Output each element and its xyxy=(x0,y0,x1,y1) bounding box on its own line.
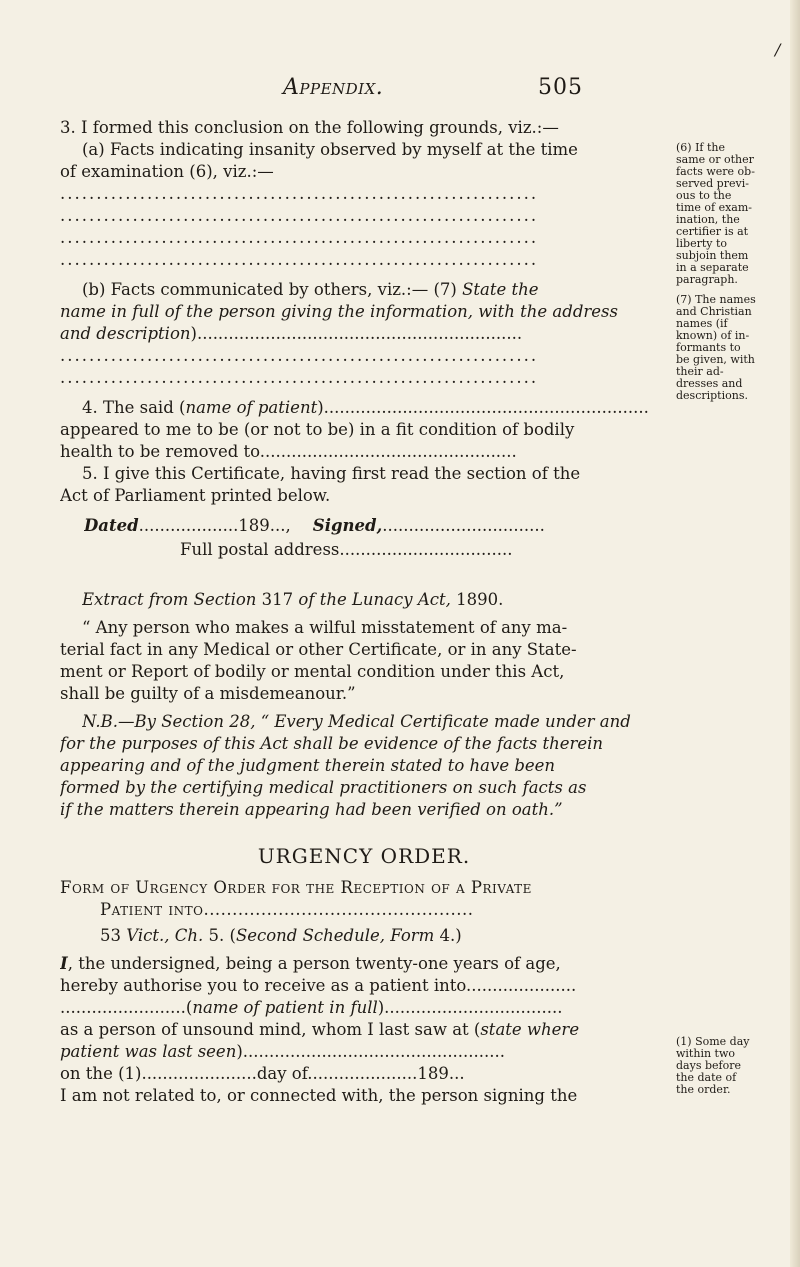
act-ref-c: 5. ( xyxy=(203,926,236,945)
dated-rest: ...................189..., xyxy=(138,516,291,535)
uo-line-3-c: ).................................. xyxy=(377,998,563,1017)
extract-title-d: 1890. xyxy=(450,590,504,609)
extract-title xyxy=(82,590,668,610)
dated-label: Dated xyxy=(84,516,139,535)
margin-note-line: known) of in- xyxy=(676,329,750,342)
uo-line-4 xyxy=(60,1020,668,1040)
page-edge xyxy=(790,0,800,1267)
para-4-line-1 xyxy=(82,398,668,418)
margin-note-7 xyxy=(676,294,776,402)
page-number: 505 xyxy=(538,75,583,100)
para-b-text: (b) Facts communicated by others, viz.:— (7) xyxy=(82,280,463,299)
nb-line-1 xyxy=(82,712,668,732)
para-4-dots: ).............................................................. xyxy=(317,398,649,417)
uo-line-1 xyxy=(60,954,668,974)
para-5-line-2: Act of Parliament printed below. xyxy=(60,486,331,505)
margin-note-line: within two xyxy=(676,1047,735,1060)
margin-note-line: facts were ob- xyxy=(676,165,755,178)
uo-line-3-a: ........................( xyxy=(60,998,193,1017)
uo-line-4-b: state where xyxy=(480,1020,580,1039)
uo-initial: I xyxy=(60,954,68,973)
margin-note-line: (7) The names xyxy=(676,294,756,306)
dated-signed-line xyxy=(84,516,668,536)
margin-note-line: liberty to xyxy=(676,237,728,250)
nb-line-2: for the purposes of this Act shall be evidence of the facts therein xyxy=(60,734,604,753)
uo-line-1-text: , the undersigned, being a person twenty-one years of age, xyxy=(67,954,561,973)
margin-note-line: served previ- xyxy=(676,177,749,190)
extract-title-a: Extract from Section xyxy=(82,590,257,609)
margin-note-line: paragraph. xyxy=(676,273,738,286)
margin-note-line: their ad- xyxy=(676,365,724,378)
margin-note-line: be given, with xyxy=(676,353,755,366)
extract-title-b: 317 xyxy=(256,590,299,609)
act-ref-b: Vict., Ch. xyxy=(126,926,204,945)
dotted-line-2: .................................................................. xyxy=(60,206,539,225)
dotted-line-1: .................................................................. xyxy=(60,184,539,203)
extract-title-c: of the Lunacy Act, xyxy=(298,590,451,609)
uo-line-3-b: name of patient in full xyxy=(192,998,378,1017)
para-3-line-3: of examination (6), viz.:— xyxy=(60,162,274,181)
para-4-line-2: appeared to me to be (or not to be) in a fit condition of bodily xyxy=(60,420,575,439)
uo-line-6: on the (1)......................day of.....................189... xyxy=(60,1064,465,1083)
signed-rest: ............................... xyxy=(382,516,545,535)
margin-note-6 xyxy=(676,142,776,286)
nb-line-5: if the matters therein appearing had been verified on oath.” xyxy=(60,800,563,819)
margin-note-line: in a separate xyxy=(676,261,749,274)
form-line-2: Patient into............................................... xyxy=(100,900,474,919)
running-head xyxy=(283,75,583,105)
running-title: Appendix. xyxy=(283,75,384,100)
margin-note-line: (6) If the xyxy=(676,142,726,154)
quote-line-4: shall be guilty of a misdemeanour.” xyxy=(60,684,356,703)
para-b-line-3 xyxy=(60,324,668,344)
quote-line-2: terial fact in any Medical or other Certificate, or in any State- xyxy=(60,640,577,659)
margin-note-line: time of exam- xyxy=(676,201,752,214)
postal-address: Full postal address................................. xyxy=(180,540,513,559)
para-5-line-1: 5. I give this Certificate, having first read the section of the xyxy=(82,464,581,483)
signed-label: Signed, xyxy=(312,516,383,535)
margin-note-line: (1) Some day xyxy=(676,1036,750,1048)
urgency-heading: URGENCY ORDER. xyxy=(257,846,471,866)
uo-line-5 xyxy=(60,1042,668,1062)
uo-line-5-a: patient was last seen xyxy=(60,1042,237,1061)
act-ref-d: Second Schedule, Form xyxy=(235,926,435,945)
margin-note-line: ination, the xyxy=(676,213,740,226)
uo-line-3 xyxy=(60,998,668,1018)
margin-note-line: days before xyxy=(676,1059,741,1072)
margin-note-1 xyxy=(676,1036,776,1096)
margin-note-line: ous to the xyxy=(676,189,732,202)
margin-note-line: same or other xyxy=(676,153,754,166)
act-ref-e: 4.) xyxy=(434,926,462,945)
dotted-line-4: .................................................................. xyxy=(60,250,539,269)
margin-note-line: dresses and xyxy=(676,377,743,390)
para-3-line-1: 3. I formed this conclusion on the following grounds, viz.:— xyxy=(60,118,559,137)
form-line-1: Form of Urgency Order for the Reception of a Private xyxy=(60,878,532,897)
para-4-italic: name of patient xyxy=(185,398,318,417)
dotted-line-3: .................................................................. xyxy=(60,228,539,247)
margin-note-line: descriptions. xyxy=(676,389,748,402)
nb-prefix: N.B.—By xyxy=(82,712,162,731)
uo-line-4-a: as a person of unsound mind, whom I last saw at ( xyxy=(60,1020,481,1039)
para-3-line-2: (a) Facts indicating insanity observed by myself at the time xyxy=(82,140,578,159)
act-reference xyxy=(100,926,668,946)
act-ref-a: 53 xyxy=(100,926,127,945)
margin-note-line: subjoin them xyxy=(676,249,749,262)
nb-line-3: appearing and of the judgment therein stated to have been xyxy=(60,756,556,775)
uo-line-5-b: ).................................................. xyxy=(236,1042,506,1061)
para-b-description: and description xyxy=(60,324,191,343)
quote-line-3: ment or Report of bodily or mental condition under this Act, xyxy=(60,662,565,681)
nb-text: Section 28, “ Every Medical Certificate made under and xyxy=(161,712,631,731)
uo-line-7: I am not related to, or connected with, the person signing the xyxy=(60,1086,578,1105)
quote-line-1: “ Any person who makes a wilful misstatement of any ma- xyxy=(82,618,568,637)
para-b-line-2: name in full of the person giving the information, with the address xyxy=(60,302,618,321)
para-4-text: 4. The said ( xyxy=(82,398,186,417)
margin-note-line: and Christian xyxy=(676,305,752,318)
nb-line-4: formed by the certifying medical practitioners on such facts as xyxy=(60,778,587,797)
para-b-italic: State the xyxy=(462,280,539,299)
para-4-line-3: health to be removed to................................................. xyxy=(60,442,517,461)
para-b-line-1 xyxy=(82,280,668,300)
para-b-dots: ).............................................................. xyxy=(190,324,523,343)
margin-note-line: certifier is at xyxy=(676,225,749,238)
top-mark: / xyxy=(775,40,781,59)
dotted-line-5: .................................................................. xyxy=(60,346,539,365)
margin-note-line: names (if xyxy=(676,317,728,330)
margin-note-line: formants to xyxy=(676,341,741,354)
uo-line-2: hereby authorise you to receive as a patient into..................... xyxy=(60,976,577,995)
margin-note-line: the date of xyxy=(676,1071,737,1084)
dotted-line-6: .................................................................. xyxy=(60,368,539,387)
margin-note-line: the order. xyxy=(676,1083,731,1096)
